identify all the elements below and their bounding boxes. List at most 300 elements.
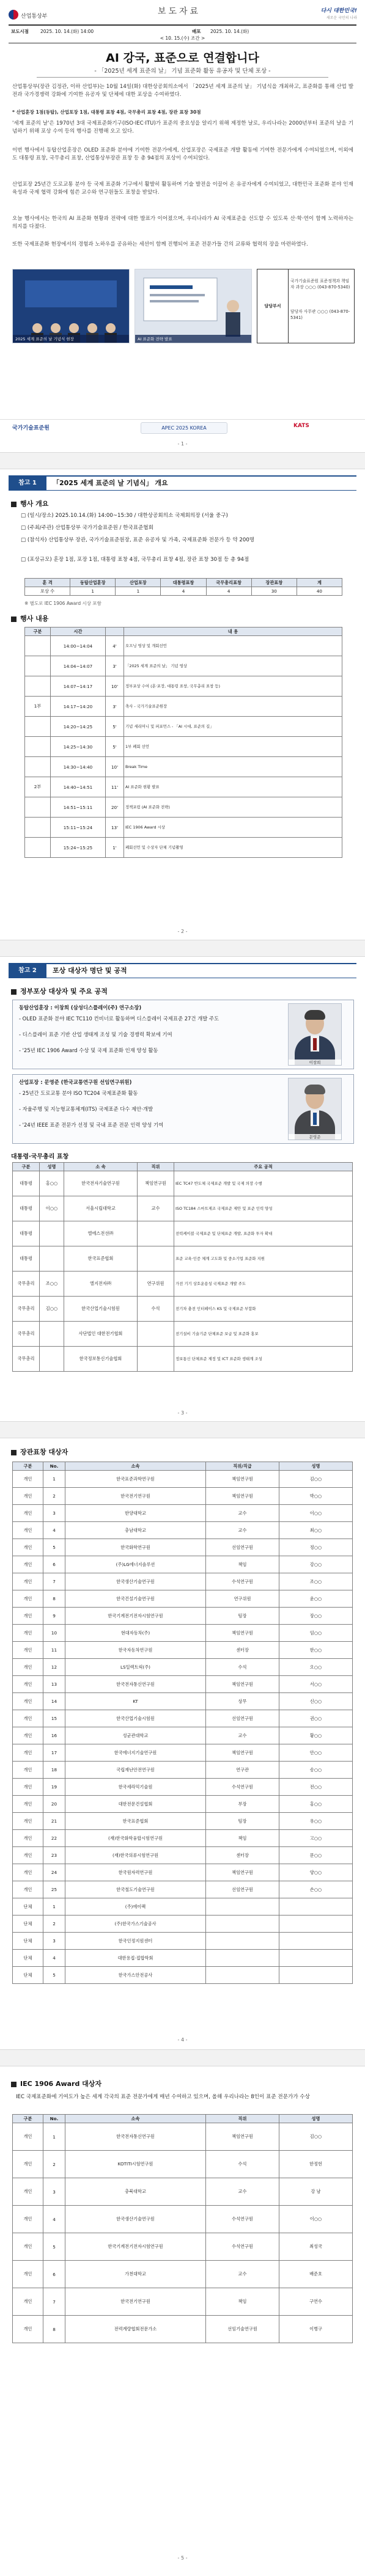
table-cell <box>206 1967 279 1984</box>
table-cell: (재)한국화학융합시험연구원 <box>65 1830 206 1847</box>
table-cell: 2부 <box>25 777 51 797</box>
kats-logo: KATS <box>293 423 309 429</box>
table-cell: 책임 <box>206 2288 279 2316</box>
table-cell: 책임연구원 <box>206 1488 279 1505</box>
table-cell: 책임연구원 <box>206 2123 279 2151</box>
table-row <box>13 1171 353 1196</box>
table-cell: 양○○ <box>279 1864 353 1881</box>
table-cell: 15 <box>43 1710 65 1727</box>
table-cell: 개인 <box>13 2123 43 2151</box>
table-row <box>25 737 342 757</box>
table-cell: 기념 세리머니 및 퍼포먼스 - 「AI 시대, 표준의 길」 <box>124 717 342 737</box>
table-cell: 6 <box>43 2261 65 2288</box>
table-row <box>13 1246 353 1272</box>
table-cell: 대한전문건설협회 <box>65 1796 206 1813</box>
table-cell: 오○○ <box>279 1659 353 1676</box>
subsection-title: 행사 개요 <box>20 500 49 508</box>
table-cell: 강 남 <box>279 2178 353 2206</box>
table-cell: 책임연구원 <box>206 1625 279 1642</box>
page-4 <box>0 1438 365 2049</box>
table-cell: 한국생산기술연구원 <box>65 1573 206 1590</box>
table-row <box>13 1196 353 1221</box>
stage-photo-illustration <box>13 269 129 343</box>
table-cell: 국립재난안전연구원 <box>65 1762 206 1779</box>
table-cell: 국무총리 <box>13 1322 40 1347</box>
table-cell: 선임연구원 <box>206 1881 279 1898</box>
table-cell: 정보통신 단체표준 제정 및 ICT 표준화 생태계 조성 <box>174 1347 353 1372</box>
table-cell: 권○○ <box>279 1710 353 1727</box>
iec-award-table <box>12 2114 353 2343</box>
body-paragraph: 산업통상부(장관 김정관, 이하 산업부)는 10월 14일(화) 대한상공회의소에서 「2025년 세계 표준의 날」 기념식을 개최하고, 표준화를 통해 산업 발전과 국가경쟁력 강화에 기여한 유공자 및 단체에 대한 포상을 수여하였다. <box>12 84 353 98</box>
table-cell: 송○○ <box>279 1762 353 1779</box>
table-cell <box>206 1950 279 1967</box>
table-cell: 6 <box>43 1556 65 1573</box>
table-cell <box>25 757 51 777</box>
table-cell: 오프닝 영상 및 개회선언 <box>124 636 342 656</box>
page-2 <box>0 469 365 940</box>
overview-item: □ (포상규모) 훈장 1점, 포장 1점, 대통령 표창 4점, 국무총리 표창 4점, 장관 표창 30점 등 총 94점 <box>21 557 249 563</box>
page-number: - 3 - <box>177 1410 188 1416</box>
table-row <box>13 1710 353 1727</box>
award-note: ※ 별도로 IEC 1906 Award 시상 포함 <box>24 601 101 606</box>
table-cell: 한국산업기술시험원 <box>65 1710 206 1727</box>
table-cell: 표준 교육·인증 체계 고도화 및 중소기업 표준화 지원 <box>174 1246 353 1272</box>
release-value: 2025. 10. 14.(화) <box>210 29 249 34</box>
table-header: 소속 <box>65 2115 206 2123</box>
table-cell: 14:17~14:20 <box>51 697 106 717</box>
table-cell: 개인 <box>13 1488 43 1505</box>
contact-box <box>257 269 355 343</box>
table-cell: 4 <box>206 587 251 596</box>
table-cell: 개인 <box>13 2288 43 2316</box>
table-cell: 대한용접·접합학회 <box>65 1950 206 1967</box>
page-1 <box>0 0 365 452</box>
subsection-heading <box>11 613 48 623</box>
table-row <box>13 2316 353 2343</box>
table-cell: 21 <box>43 1813 65 1830</box>
table-cell: 17 <box>43 1744 65 1762</box>
table-cell: 개인 <box>13 1744 43 1762</box>
table-cell: 책임연구원 <box>206 1471 279 1488</box>
table-cell: 10' <box>106 757 124 777</box>
table-row <box>13 2261 353 2288</box>
body-paragraph: 오늘 행사에서는 한국의 AI 표준화 현황과 전략에 대한 발표가 이어졌으며, 우리나라가 AI 국제표준을 선도할 수 있도록 산·학·연이 함께 노력하자는 의지를 다졌다. <box>12 216 353 230</box>
overview-item: □ (참석자) 산업통상부 장관, 국가기술표준원장, 표준 유공자 및 가족, 국제표준화 전문가 등 약 200명 <box>21 537 255 543</box>
table-cell: 팀장 <box>206 1608 279 1625</box>
table-cell: 5 <box>43 2233 65 2261</box>
table-header: 성명 <box>40 1163 64 1171</box>
table-cell: 책임 <box>206 1830 279 1847</box>
table-cell: (주)한국가스기술공사 <box>65 1916 206 1933</box>
table-header: 대통령표창 <box>161 579 206 587</box>
table-row <box>13 1693 353 1710</box>
table-header: 직위 <box>206 2115 279 2123</box>
embargo-label: 보도시점 <box>11 29 29 34</box>
table-cell: 개인 <box>13 1830 43 1847</box>
subsection-title: IEC 1906 Award 대상자 <box>20 2080 102 2088</box>
table-cell: 한국전자기술연구원 <box>64 1171 138 1196</box>
table-cell: Break Time <box>124 757 342 777</box>
table-header: 동탑산업훈장 <box>70 579 116 587</box>
table-header: 훈 격 <box>25 579 70 587</box>
photo-caption: AI 표준화 전략 발표 <box>135 335 251 343</box>
table-cell: 개인 <box>13 2178 43 2206</box>
ministry-logo <box>9 9 65 22</box>
table-cell <box>40 1221 64 1246</box>
table-cell: 한국건설기술연구원 <box>65 1590 206 1608</box>
table-cell: 국무총리 <box>13 1347 40 1372</box>
table-cell: 14:25~14:30 <box>51 737 106 757</box>
table-cell: 개인 <box>13 1762 43 1779</box>
table-cell: 신○○ <box>279 1693 353 1710</box>
table-cell: 선임연구원 <box>206 1539 279 1556</box>
table-cell: 대통령 <box>13 1171 40 1196</box>
table-row <box>13 1573 353 1590</box>
table-cell: 정○○ <box>279 1539 353 1556</box>
table-cell: 1부 폐회 선언 <box>124 737 342 757</box>
table-cell: 한양대학교 <box>65 1505 206 1522</box>
table-row <box>13 1556 353 1573</box>
square-bullet-icon <box>11 2082 17 2087</box>
table-header: No. <box>43 1462 65 1471</box>
table-cell <box>138 1347 174 1372</box>
release-label: 배포 <box>192 29 201 34</box>
table-row <box>13 1322 353 1347</box>
table-cell: 3 <box>43 2178 65 2206</box>
table-cell: 배준호 <box>279 2261 353 2288</box>
table-row <box>13 1642 353 1659</box>
minister-award-table <box>12 1462 353 1984</box>
table-cell: 손○○ <box>279 1881 353 1898</box>
table-cell: 한국철도기술연구원 <box>65 1881 206 1898</box>
subsection-heading <box>11 1447 68 1457</box>
table-cell: 충남대학교 <box>65 1522 206 1539</box>
table-cell <box>279 1950 353 1967</box>
table-cell: 책임연구원 <box>206 1744 279 1762</box>
table-cell: 단체 <box>13 1967 43 1984</box>
table-cell: 황○○ <box>279 1727 353 1744</box>
section-header <box>9 963 356 978</box>
table-cell: 국무총리 <box>13 1272 40 1297</box>
table-cell: 14 <box>43 1693 65 1710</box>
subsection-title: 장관표창 대상자 <box>20 1448 68 1456</box>
table-cell: 1 <box>43 1898 65 1916</box>
table-cell: 한국표준과학연구원 <box>65 1471 206 1488</box>
subsection-heading <box>11 1151 68 1160</box>
table-row <box>13 1830 353 1847</box>
table-row <box>13 1967 353 1984</box>
table-row <box>13 1221 353 1246</box>
table-cell: 조○○ <box>279 1573 353 1590</box>
table-cell: 이○○ <box>40 1196 64 1221</box>
achievement-line: - OLED 표준화 분야 IEC TC110 컨비너로 활동하며 디스플레이 국제표준 27건 개발 주도 <box>19 1015 219 1022</box>
table-cell: 25 <box>43 1881 65 1898</box>
table-cell: (주)에이팩 <box>65 1898 206 1916</box>
table-cell: 포상 수 <box>25 587 70 596</box>
table-cell <box>279 1967 353 1984</box>
section-number: 참고 1 <box>9 477 46 490</box>
table-cell: 책임연구원 <box>206 1864 279 1881</box>
table-row <box>13 1727 353 1744</box>
body-paragraph: '세계 표준의 날'은 1970년 3대 국제표준화기구(ISO·IEC·ITU)가 표준의 중요성을 알리기 위해 제정한 날로, 우리나라는 2000년부터 표준의 날을 기념하기 위해 포상 수여 등의 행사를 진행해 오고 있다. <box>12 120 353 135</box>
table-row <box>13 1539 353 1556</box>
event-photo <box>135 269 252 343</box>
table-cell: 개인 <box>13 1693 43 1710</box>
table-cell: 센터장 <box>206 1642 279 1659</box>
table-cell: 수석 <box>138 1297 174 1322</box>
table-cell <box>25 676 51 697</box>
subsection-heading <box>11 986 108 996</box>
table-cell: 한국전자통신연구원 <box>65 1676 206 1693</box>
presentation-photo-illustration <box>135 269 251 343</box>
table-cell: 7 <box>43 2288 65 2316</box>
table-row <box>13 2288 353 2316</box>
table-cell: 수석연구원 <box>206 1779 279 1796</box>
table-cell: 서○○ <box>279 1676 353 1693</box>
table-cell: (재)한국의류시험연구원 <box>65 1847 206 1864</box>
table-cell: 2 <box>43 2151 65 2178</box>
subsection-title: 대통령·국무총리 표창 <box>11 1154 69 1160</box>
table-row <box>13 1590 353 1608</box>
table-cell: 5 <box>43 1539 65 1556</box>
table-cell: 수석연구원 <box>206 1573 279 1590</box>
table-cell <box>25 797 51 818</box>
table-cell: 책임 <box>206 1556 279 1573</box>
table-row <box>13 1676 353 1693</box>
square-bullet-icon <box>11 502 17 507</box>
table-row <box>13 1625 353 1642</box>
contact-row: 담당자 사무관 ○○○ (043-870-5341) <box>290 309 350 320</box>
press-release-title: 보도자료 <box>157 7 201 16</box>
table-cell: ISO TC184 스마트제조 국제표준 제안 및 표준 인력 양성 <box>174 1196 353 1221</box>
table-cell: 홍○○ <box>40 1171 64 1196</box>
table-cell <box>279 1898 353 1916</box>
table-cell: 한○○ <box>279 1642 353 1659</box>
table-cell <box>40 1246 64 1272</box>
taegeuk-icon <box>9 10 18 20</box>
table-cell: 단체 <box>13 1898 43 1916</box>
table-cell: 15:24~15:25 <box>51 838 106 858</box>
table-cell: 교수 <box>206 2261 279 2288</box>
program-table <box>24 627 342 858</box>
table-cell: 24 <box>43 1864 65 1881</box>
table-cell: 1 <box>116 587 161 596</box>
table-cell: 장○○ <box>279 1608 353 1625</box>
table-cell: 교수 <box>206 1505 279 1522</box>
square-bullet-icon <box>11 1450 17 1455</box>
table-cell: 전기설비 기술기준 단체표준 보급 및 표준화 홍보 <box>174 1322 353 1347</box>
recipient-portrait <box>288 1078 342 1140</box>
table-cell: 8 <box>43 1590 65 1608</box>
overview-item: □ (일시/장소) 2025.10.14.(화) 14:00~15:30 / 대한상공회의소 국제회의장 (서울 중구) <box>21 513 228 519</box>
table-cell: 가천대학교 <box>65 2261 206 2288</box>
section-title: 「2025 세계 표준의 날 기념식」 개요 <box>53 479 168 487</box>
table-cell: 1' <box>106 838 124 858</box>
table-row <box>25 717 342 737</box>
section-title: 포상 대상자 명단 및 공적 <box>53 967 127 975</box>
body-paragraph: 또한 국제표준화 현장에서의 경험과 노하우를 공유하는 세션이 함께 진행되어 표준 전문가들 간의 교류와 협력의 장을 마련하였다. <box>12 241 308 247</box>
table-cell: 2 <box>43 1488 65 1505</box>
page-separator <box>0 940 365 957</box>
table-cell: 한국원자력연구원 <box>65 1864 206 1881</box>
table-cell: 정책포럼 (AI 표준화 전략) <box>124 797 342 818</box>
table-cell: 개인 <box>13 1710 43 1727</box>
table-row <box>13 1916 353 1933</box>
table-row <box>13 2206 353 2233</box>
table-header: 국무총리표창 <box>206 579 251 587</box>
table-cell: 4 <box>161 587 206 596</box>
table-cell: 개인 <box>13 2316 43 2343</box>
apec-logo: APEC 2025 KOREA <box>141 422 227 434</box>
square-bullet-icon <box>11 617 17 622</box>
subheadline: - 「2025년 세계 표준의 날」 기념 표준화 활동 유공자 및 단체 포상 - <box>94 68 271 75</box>
table-row <box>25 636 342 656</box>
table-cell: 13 <box>43 1676 65 1693</box>
table-cell: 개인 <box>13 1881 43 1898</box>
table-cell: LS일렉트릭(주) <box>65 1659 206 1676</box>
table-row <box>13 1744 353 1762</box>
ministry-name: 산업통상부 <box>21 13 48 20</box>
page-separator <box>0 452 365 469</box>
table-row <box>13 1762 353 1779</box>
table-cell: 수석연구원 <box>206 2206 279 2233</box>
table-cell: 임○○ <box>279 1625 353 1642</box>
table-cell: 개인 <box>13 1659 43 1676</box>
page-3 <box>0 957 365 1421</box>
table-cell: 상무 <box>206 1693 279 1710</box>
table-header: 산업포장 <box>116 579 161 587</box>
table-cell: 한정헌 <box>279 2151 353 2178</box>
table-cell: 유○○ <box>279 1813 353 1830</box>
table-cell: 1 <box>43 2123 65 2151</box>
table-cell: 대통령 <box>13 1221 40 1246</box>
table-cell: 한국표준협회 <box>64 1246 138 1272</box>
award-count-table <box>24 578 342 596</box>
table-cell: 이○○ <box>279 1505 353 1522</box>
table-cell: 4 <box>43 1522 65 1539</box>
table-cell: 4 <box>43 2206 65 2233</box>
table-row <box>13 2151 353 2178</box>
table-row <box>13 2123 353 2151</box>
table-cell: 3 <box>43 1933 65 1950</box>
photo-caption: 2025 세계 표준의 날 기념식 현장 <box>13 335 129 343</box>
body-paragraph: 산업포장 25년간 도로교통 분야 등 국제 표준화 기구에서 활발히 활동하며 기술 발전을 이끌어 온 유공자에게 수여되었고, 대한민국 표준화 분야 인재 육성과 국제 협력 강화에 힘쓴 교수와 연구원들도 표창을 받았다. <box>12 181 353 196</box>
table-cell: 개인 <box>13 2206 43 2233</box>
table-cell: 개인 <box>13 1573 43 1590</box>
table-cell <box>25 636 51 656</box>
subsection-title: 정부포상 대상자 및 주요 공적 <box>20 987 108 995</box>
table-cell: 한국전기연구원 <box>65 2288 206 2316</box>
table-cell <box>25 737 51 757</box>
table-header: 구분 <box>13 2115 43 2123</box>
table-cell: 3 <box>43 1505 65 1522</box>
table-cell: KT <box>65 1693 206 1710</box>
table-row <box>13 1864 353 1881</box>
table-header: 구분 <box>13 1462 43 1471</box>
table-cell: 김○○ <box>279 2123 353 2151</box>
table-cell: 개인 <box>13 1625 43 1642</box>
table-cell: 엘지전자㈜ <box>64 1272 138 1297</box>
table-cell: 구연수 <box>279 2288 353 2316</box>
table-cell: 개인 <box>13 1642 43 1659</box>
table-cell: 고○○ <box>279 1830 353 1847</box>
table-cell: 4 <box>43 1950 65 1967</box>
table-cell: 안○○ <box>279 1744 353 1762</box>
table-header <box>106 628 124 636</box>
table-cell: 한국자동차연구원 <box>65 1642 206 1659</box>
table-cell: 한국에너지기술연구원 <box>65 1744 206 1762</box>
headline: AI 강국, 표준으로 연결합니다 <box>106 51 259 65</box>
table-cell: 한국정보통신기술협회 <box>64 1347 138 1372</box>
table-cell: 책임연구원 <box>206 1676 279 1693</box>
table-cell: 개인 <box>13 1864 43 1881</box>
table-cell: 서울시립대학교 <box>64 1196 138 1221</box>
contact-row: 국가기술표준원 표준정책과 책임자 과장 ○○○ (043-870-5340) <box>290 279 350 290</box>
page-5 <box>0 2066 365 2576</box>
table-cell: 팀장 <box>206 1813 279 1830</box>
table-cell: 이○○ <box>279 2206 353 2233</box>
table-cell: 사단법인 대한전기협회 <box>64 1322 138 1347</box>
table-header: 소 속 <box>64 1163 138 1171</box>
table-row <box>13 2233 353 2261</box>
table-cell: 단체 <box>13 1950 43 1967</box>
table-cell <box>279 1933 353 1950</box>
table-row <box>13 1471 353 1488</box>
table-cell: 부장 <box>206 1796 279 1813</box>
table-row <box>13 1950 353 1967</box>
table-cell: 4' <box>106 636 124 656</box>
table-cell: 교수 <box>206 1522 279 1539</box>
recipient-title: 동탑산업훈장 : 이창희 (삼성디스플레이(주) 연구소장) <box>19 1004 142 1011</box>
table-cell: 18 <box>43 1762 65 1779</box>
table-row <box>13 1522 353 1539</box>
table-row <box>13 1779 353 1796</box>
table-cell: 개인 <box>13 1539 43 1556</box>
table-cell: 교수 <box>138 1196 174 1221</box>
achievement-line: - 자율주행 및 지능형교통체계(ITS) 국제표준 다수 제안·개발 <box>19 1106 153 1112</box>
table-row <box>25 656 342 676</box>
table-cell: 개인 <box>13 1522 43 1539</box>
table-cell: 한국인정지원센터 <box>65 1933 206 1950</box>
page-number: - 5 - <box>177 2555 188 2561</box>
body-paragraph: 이번 행사에서 동탑산업훈장은 OLED 표준화 분야에 기여한 전문가에게, 산업포장은 국제표준 개발 활동에 기여한 전문가에게 수여되었으며, 이외에도 대통령 표창, 국무총리 표창, 산업통상부장관 표창 등 총 94점의 포상이 수여되었다. <box>12 147 353 162</box>
table-cell: 한국기계전기전자시험연구원 <box>65 2233 206 2261</box>
page-number: - 4 - <box>177 2037 188 2043</box>
table-cell: 개인 <box>13 2233 43 2261</box>
table-cell: 8 <box>43 2316 65 2343</box>
table-cell: 폐회선언 및 수상자 단체 기념촬영 <box>124 838 342 858</box>
table-cell: KOTITI시험연구원 <box>65 2151 206 2178</box>
table-cell <box>138 1322 174 1347</box>
table-cell: 22 <box>43 1830 65 1847</box>
table-cell: 1 <box>70 587 116 596</box>
table-cell: 「2025 세계 표준의 날」 기념 영상 <box>124 656 342 676</box>
table-cell: 5 <box>43 1967 65 1984</box>
table-cell: 개인 <box>13 1813 43 1830</box>
table-cell: 1부 <box>25 697 51 717</box>
table-row <box>13 1608 353 1625</box>
table-cell: 현대자동차(주) <box>65 1625 206 1642</box>
table-cell <box>40 1347 64 1372</box>
page-number: - 1 - <box>177 441 188 447</box>
table-cell: 한국표준협회 <box>65 1813 206 1830</box>
table-cell: 14:04~14:07 <box>51 656 106 676</box>
table-row <box>13 1813 353 1830</box>
table-header: 계 <box>297 579 342 587</box>
table-header: No. <box>43 2115 65 2123</box>
agency-logo: 국가기술표준원 <box>12 425 50 431</box>
table-cell: 전○○ <box>279 1779 353 1796</box>
